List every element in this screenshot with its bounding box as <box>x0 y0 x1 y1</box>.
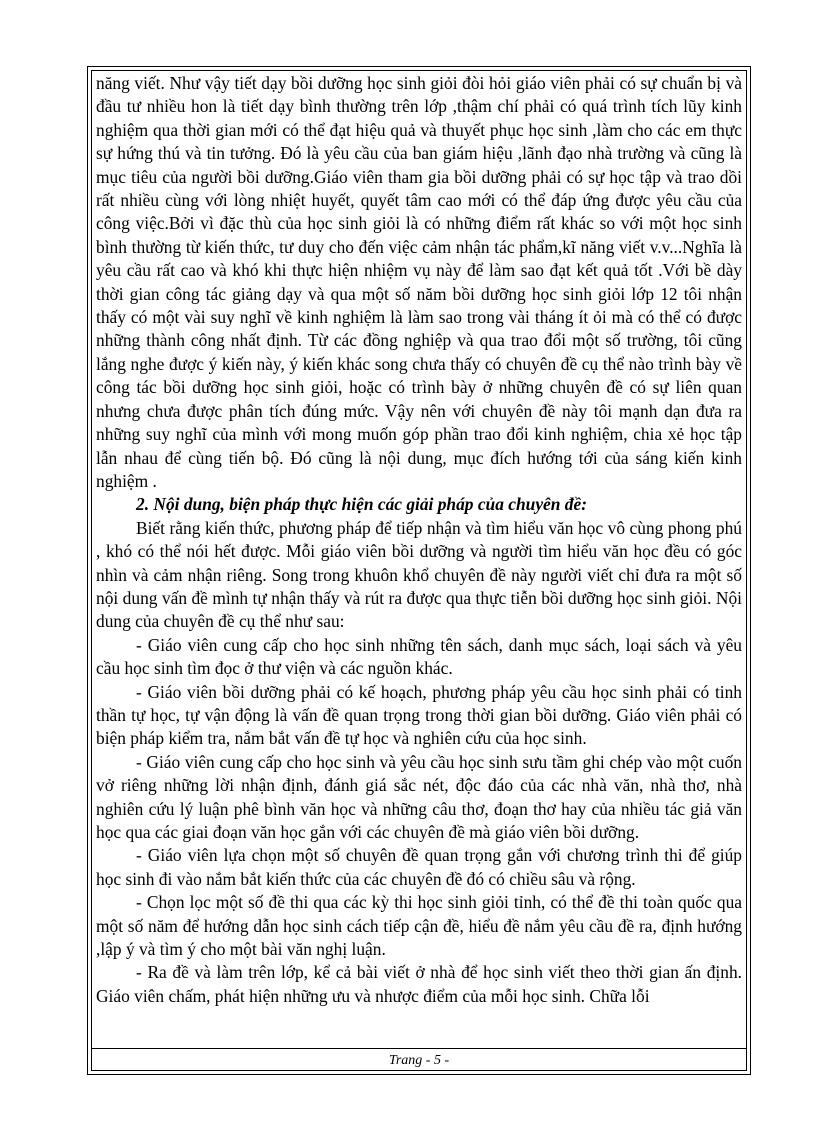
list-item: - Giáo viên cung cấp cho học sinh và yêu cầu học sinh sưu tầm ghi chép vào một cuốn vở riêng những lời nhận định, đánh giá sắc nét, độc đáo của các nhà văn, nhà thơ, nhà nghiên cứu lý luận phê bình văn học và những câu thơ, đoạn thơ hay của nhiều tác giả văn học qua các giai đoạn văn học gắn với các chuyên đề mà giáo viên bồi dưỡng. <box>96 751 742 842</box>
document-body <box>96 72 742 1008</box>
list-item: - Giáo viên cung cấp cho học sinh những tên sách, danh mục sách, loại sách và yêu cầu học sinh tìm đọc ở thư viện và các nguồn khác. <box>96 634 742 679</box>
list-item: - Giáo viên lựa chọn một số chuyên đề quan trọng gắn với chương trình thi để giúp học sinh đi vào nắm bắt kiến thức của các chuyên đề đó có chiều sâu và rộng. <box>96 845 742 889</box>
intro-paragraph: năng viết. Như vậy tiết dạy bồi dưỡng học sinh giỏi đòi hỏi giáo viên phải có sự chuẩn bị và đầu tư nhiều hon là tiết dạy bình thường trên lớp ,thậm chí phải có quá trình tích lũy kinh nghiệm qua thời gian mới có thể đạt hiệu quả và thuyết phục học sinh ,làm cho các em thực sự hứng thú và tin tưởng. Đó là yêu cầu của ban giám hiệu ,lãnh đạo nhà trường và cũng là mục tiêu của người bồi dưỡng.Giáo viên tham gia bồi dưỡng phải có sự học tập và trao dồi rất nhiều cùng với lòng nhiệt huyết, quyết tâm cao mới có thể đáp ứng được yêu cầu của công việc.Bởi vì đặc thù của học sinh giỏi là có những điểm rất khác so với một học sinh bình thường từ kiến thức, tư duy cho đến việc cảm nhận tác phẩm,kĩ năng viết v.v...Nghĩa là yêu cầu rất cao và khó khi thực hiện nhiệm vụ này để làm sao đạt kết quả tốt .Với bề dày thời gian công tác giảng dạy và qua một số năm bồi dưỡng học sinh giỏi lớp 12 tôi nhận thấy có một vài suy nghĩ về kinh nghiệm là làm sao trong vài tháng ít ỏi mà có thể có được những thành công nhất định. Từ các đồng nghiệp và qua trao đổi một số trường, tôi cũng lắng nghe được ý kiến này, ý kiến khác song chưa thấy có chuyên đề cụ thể nào trình bày về công tác bồi dưỡng học sinh giỏi, hoặc có trình bày ở những chuyên đề có sự liên quan nhưng chưa được phân tích đúng mức. Vậy nên với chuyên đề này tôi mạnh dạn đưa ra những suy nghĩ của mình với mong muốn góp phần trao đổi kinh nghiệm, chia xẻ học tập lẫn nhau để cùng tiến bộ. Đó cũng là nội dung, mục đích hướng tới của sáng kiến kinh nghiệm . <box>96 73 742 491</box>
list-item: - Ra đề và làm trên lớp, kể cả bài viết ở nhà để học sinh viết theo thời gian ấn định. Giáo viên chấm, phát hiện những ưu và nhược điểm của mỗi học sinh. Chữa lỗi <box>96 962 742 1006</box>
list-item: - Chọn lọc một số đề thi qua các kỳ thi học sinh giỏi tỉnh, có thể đề thi toàn quốc qua một số năm để hướng dẫn học sinh cách tiếp cận đề, hiểu đề nắm yêu cầu đề ra, định hướng ,lập ý và tìm ý cho một bài văn nghị luận. <box>96 892 742 960</box>
page-number: Trang - 5 - <box>388 1053 450 1068</box>
section-intro-paragraph: Biết rằng kiến thức, phương pháp để tiếp nhận và tìm hiểu văn học vô cùng phong phú , khó có thể nói hết được. Mỗi giáo viên bồi dưỡng và người tìm hiểu văn học đều có góc nhìn và cảm nhận riêng. Song trong khuôn khổ chuyên đề này người viết chỉ đưa ra một số nội dung vấn đề mình tự nhận thấy và rút ra được qua thực tiễn bồi dưỡng học sinh giỏi. Nội dung của chuyên đề cụ thể như sau: <box>96 517 742 632</box>
section-heading: 2. Nội dung, biện pháp thực hiện các giải pháp của chuyên đề: <box>136 494 588 515</box>
footer-divider <box>91 1048 747 1049</box>
list-item: - Giáo viên bồi dưỡng phải có kế hoạch, phương pháp yêu cầu học sinh phải có tinh thần tự học, tự vận động là vấn đề quan trọng trong thời gian bồi dưỡng. Giáo viên phải có biện pháp kiểm tra, nắm bắt vấn đề tự học và nghiên cứu của học sinh. <box>96 681 742 749</box>
